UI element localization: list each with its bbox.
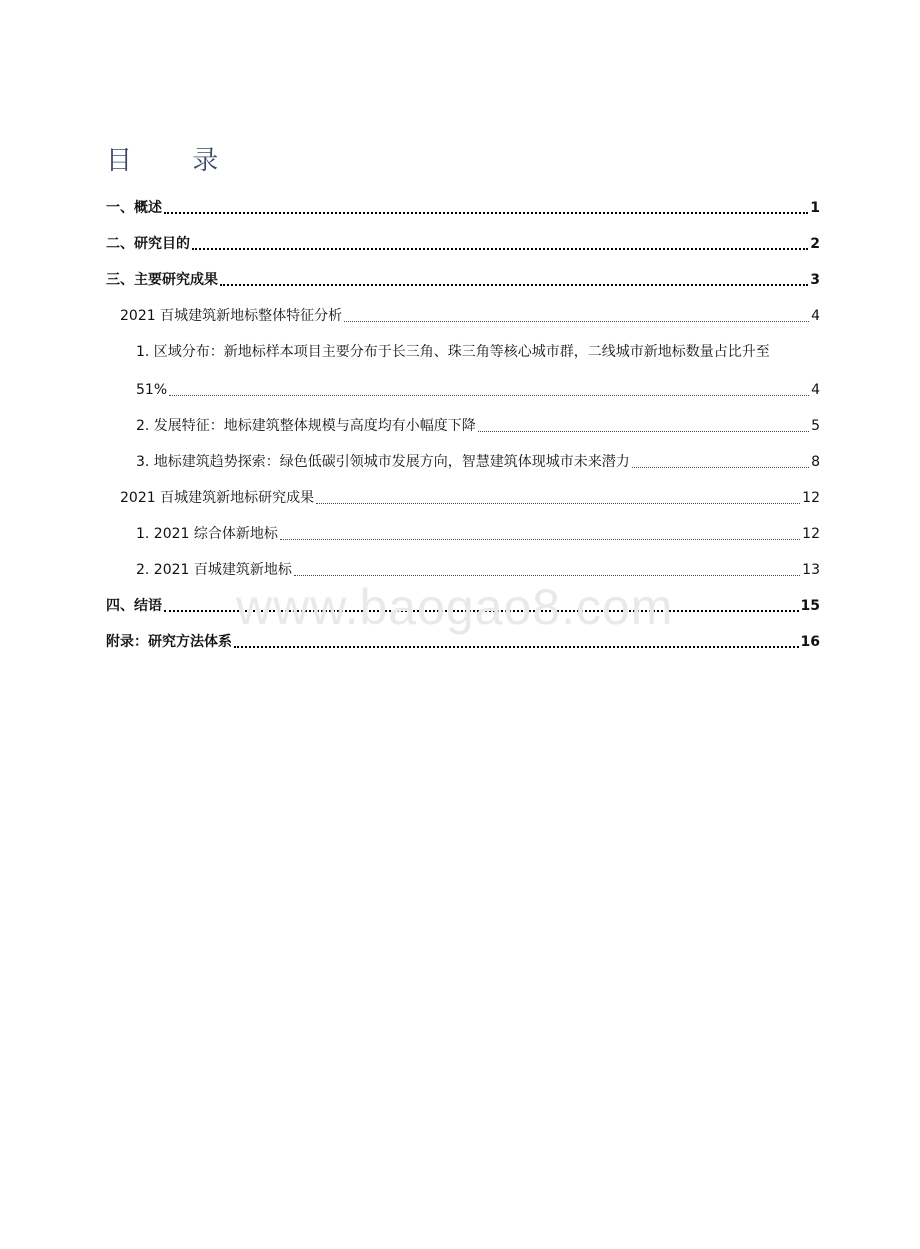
toc-entry-page: 13 <box>802 562 820 578</box>
toc-title: 目 录 <box>106 146 245 176</box>
toc-entry-city-landmarks[interactable] <box>106 560 820 580</box>
toc-entry-label: 2021 百城建筑新地标研究成果 <box>120 490 315 506</box>
toc-entry-overview[interactable] <box>106 198 820 218</box>
leader-dots <box>169 395 809 396</box>
toc-entry-label: 三、主要研究成果 <box>106 272 218 288</box>
toc-entry-page: 8 <box>811 454 820 470</box>
toc-entry-page: 3 <box>810 272 820 288</box>
toc-entry-label: 四、结语 <box>106 598 162 614</box>
leader-dots <box>234 646 799 648</box>
toc-entry-page: 4 <box>811 382 820 398</box>
toc-entry-page: 5 <box>811 418 820 434</box>
toc-entry-overall-analysis[interactable] <box>106 306 820 326</box>
leader-dots <box>280 539 800 540</box>
leader-dots <box>478 431 809 432</box>
leader-dots <box>192 248 808 250</box>
toc-entry-research-purpose[interactable] <box>106 234 820 254</box>
toc-entry-page: 16 <box>800 634 820 650</box>
toc-entry-label: 2. 发展特征：地标建筑整体规模与高度均有小幅度下降 <box>136 418 476 434</box>
toc-entry-page: 12 <box>802 490 820 506</box>
watermark: www.baogao8.com <box>236 579 674 635</box>
toc-entry-label: 二、研究目的 <box>106 236 190 252</box>
toc-entry-label: 2021 百城建筑新地标整体特征分析 <box>120 308 343 324</box>
leader-dots <box>632 467 809 468</box>
leader-dots <box>220 284 808 286</box>
toc-entry-page: 1 <box>810 200 820 216</box>
toc-entry-label: 一、概述 <box>106 200 162 216</box>
toc-entry-label: 1. 区域分布：新地标样本项目主要分布于长三角、珠三角等核心城市群，二线城市新地标数量占比升至 <box>136 344 770 360</box>
leader-dots <box>344 321 809 322</box>
leader-dots <box>164 212 808 214</box>
toc-entry-label: 3. 地标建筑趋势探索：绿色低碳引领城市发展方向，智慧建筑体现城市未来潜力 <box>136 454 630 470</box>
toc-entry-trend-exploration[interactable] <box>106 452 820 472</box>
toc-entry-page: 15 <box>800 598 820 614</box>
toc-entry-page: 4 <box>811 308 820 324</box>
leader-dots <box>294 575 800 576</box>
toc-entry-main-results[interactable] <box>106 270 820 290</box>
toc-entry-label: 附录：研究方法体系 <box>106 634 232 650</box>
toc-entry-development-features[interactable] <box>106 416 820 436</box>
toc-entry-complex-landmarks[interactable] <box>106 524 820 544</box>
toc-entry-label: 2. 2021 百城建筑新地标 <box>136 562 292 578</box>
toc-entry-regional-distribution[interactable] <box>106 342 820 400</box>
toc-entry-research-results[interactable] <box>106 488 820 508</box>
toc-entry-label: 1. 2021 综合体新地标 <box>136 526 278 542</box>
toc-entry-page: 2 <box>810 236 820 252</box>
toc-entry-label-continued: 51% <box>136 382 168 398</box>
toc-entry-page: 12 <box>802 526 820 542</box>
leader-dots <box>316 503 800 504</box>
